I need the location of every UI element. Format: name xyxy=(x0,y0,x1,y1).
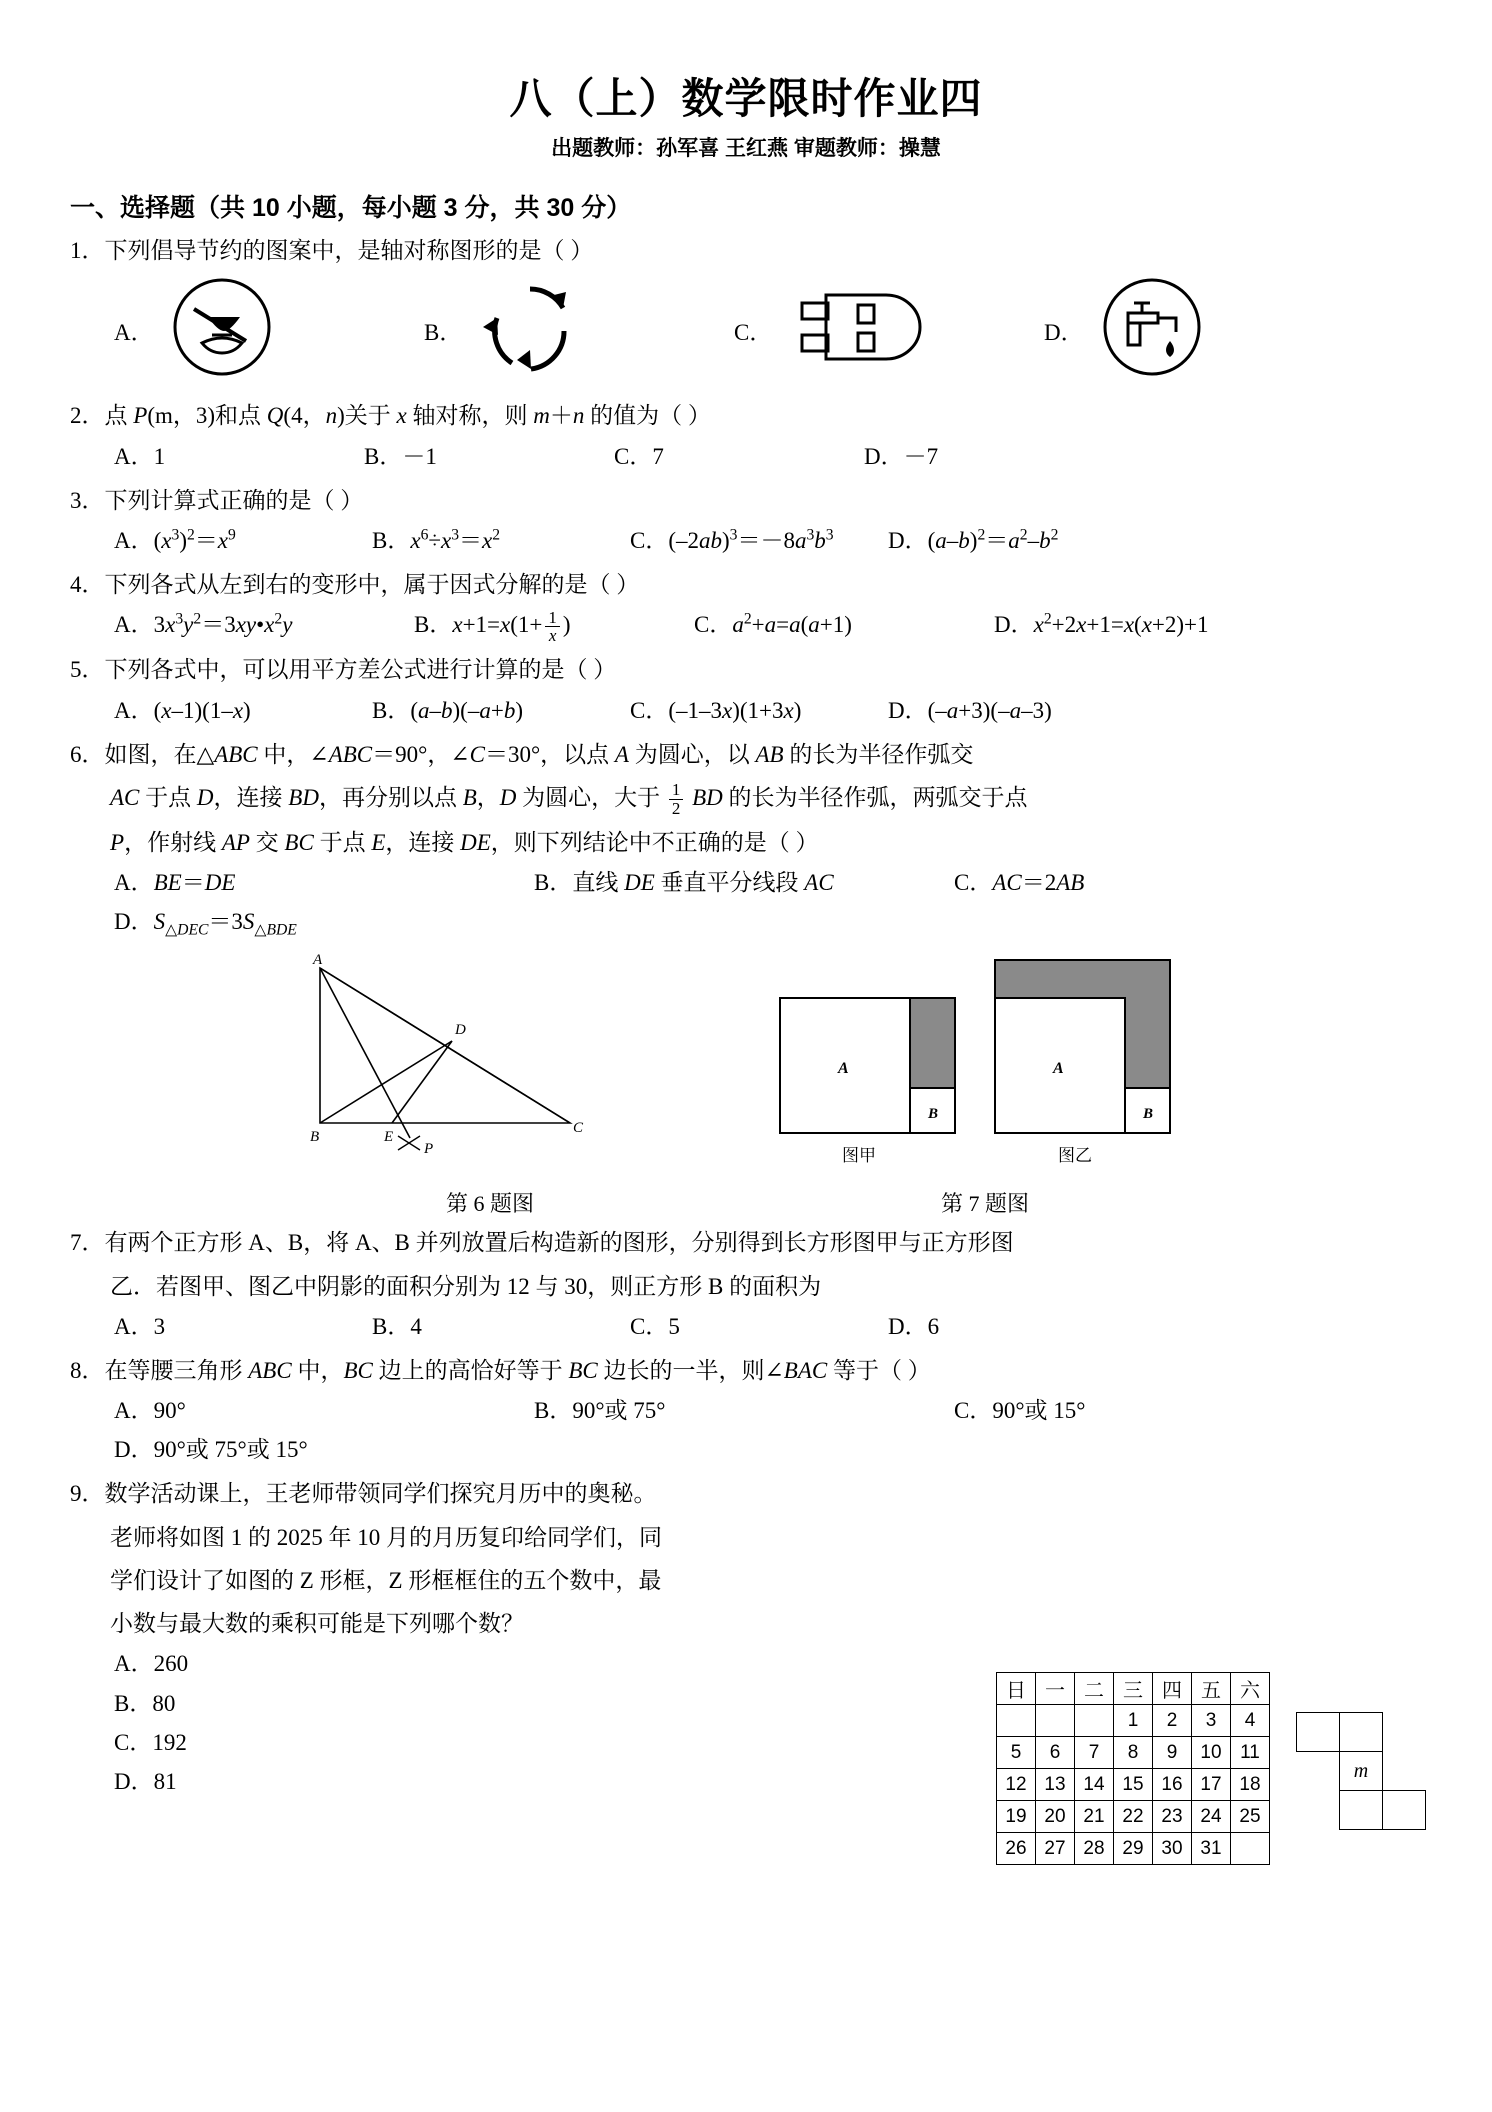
weekday-5: 五 xyxy=(1192,1673,1231,1705)
option-a-label: A． xyxy=(114,319,154,345)
svg-text:E: E xyxy=(384,1129,394,1146)
calendar-cell: 14 xyxy=(1075,1769,1114,1801)
question-3-stem: 下列计算式正确的是（ ） xyxy=(104,487,364,513)
figure-6 xyxy=(280,948,700,1218)
weekday-0: 日 xyxy=(997,1673,1036,1705)
figure-7 xyxy=(770,948,1200,1218)
option-b[interactable]: B．4 xyxy=(372,1313,422,1339)
option-d[interactable] xyxy=(1044,273,1354,387)
calendar-cell: 22 xyxy=(1114,1801,1153,1833)
calendar-row xyxy=(997,1833,1270,1865)
option-c[interactable]: C．AC＝2AB xyxy=(954,870,1085,896)
calendar-cell: 3 xyxy=(1192,1705,1231,1737)
option-d[interactable]: D．90°或 75°或 15° xyxy=(114,1437,308,1463)
question-2-number: 2． xyxy=(70,403,105,429)
calendar-cell: 26 xyxy=(997,1833,1036,1865)
option-d[interactable]: D．$(a-b)^2=a^2-b^2$ xyxy=(888,526,1059,553)
calendar-cell: 21 xyxy=(1075,1801,1114,1833)
option-a[interactable]: A．90° xyxy=(114,1398,186,1424)
save-water-pour-icon xyxy=(168,273,276,387)
calendar-cell: 30 xyxy=(1153,1833,1192,1865)
question-6-number: 6． xyxy=(70,741,105,767)
svg-text:B: B xyxy=(1143,1106,1154,1123)
question-6: 6．如图，在△ABC 中，∠ABC＝90°，∠C＝30°，以点 A 为圆心，以 AB 的长为半径作弧交 xyxy=(70,741,974,767)
question-5-number: 5． xyxy=(70,657,105,683)
z-frame-cell xyxy=(1340,1713,1383,1752)
option-b[interactable]: B．x+1=x(1+ $\frac{1}{x}$ ) xyxy=(414,607,571,646)
calendar-cell: 18 xyxy=(1231,1769,1270,1801)
page-title: 八（上）数学限时作业四 xyxy=(509,75,983,122)
question-5 xyxy=(70,651,1422,688)
question-5-stem: 下列各式中，可以用平方差公式进行计算的是（ ） xyxy=(104,657,617,683)
option-a[interactable]: A．260 xyxy=(114,1651,189,1677)
calendar-cell: 11 xyxy=(1231,1737,1270,1769)
option-a[interactable]: A．(x–1)(1–x) xyxy=(114,697,251,723)
figure-7-drawing xyxy=(770,948,1190,1178)
calendar-cell: 9 xyxy=(1153,1737,1192,1769)
question-4-number: 4． xyxy=(70,571,105,597)
z-frame-cell-empty xyxy=(1297,1752,1340,1791)
power-plug-icon xyxy=(786,277,936,383)
weekday-6: 六 xyxy=(1231,1673,1270,1705)
question-4-stem: 下列各式从左到右的变形中，属于因式分解的是（ ） xyxy=(104,571,640,597)
option-a[interactable]: A．1 xyxy=(114,443,166,469)
option-c[interactable]: C．(–1–3x)(1+3x) xyxy=(630,697,802,723)
option-b[interactable]: B．$x^6\div x^3=x^2$ xyxy=(372,526,501,553)
figure-6-drawing xyxy=(280,948,680,1178)
question-3-number: 3． xyxy=(70,487,105,513)
calendar-cell: 8 xyxy=(1114,1737,1153,1769)
option-a[interactable]: A．$(x^3)^2=x^9$ xyxy=(114,526,236,553)
calendar-cell: 12 xyxy=(997,1769,1036,1801)
question-7-options xyxy=(114,1307,1422,1346)
question-9-figure xyxy=(996,1672,1426,1865)
page-subtitle: 出题教师：孙军喜 王红燕 审题教师：操慧 xyxy=(551,137,941,160)
svg-text:P: P xyxy=(424,1141,434,1158)
calendar-cell: 17 xyxy=(1192,1769,1231,1801)
option-c[interactable]: C．$(-2ab)^3=-8a^3b^3$ xyxy=(630,526,834,553)
calendar-cell: 2 xyxy=(1153,1705,1192,1737)
calendar-row xyxy=(997,1769,1270,1801)
question-1-options xyxy=(114,273,1422,387)
calendar-cell xyxy=(1075,1705,1114,1737)
z-frame-cell-empty xyxy=(1383,1752,1426,1791)
water-tap-icon xyxy=(1098,273,1206,387)
z-frame-cell-empty xyxy=(1383,1713,1426,1752)
svg-text:A: A xyxy=(313,952,323,969)
option-d-label: D． xyxy=(1044,319,1084,345)
calendar-cell: 31 xyxy=(1192,1833,1231,1865)
question-9-line1: 数学活动课上，王老师带领同学们探究月历中的奥秘。 xyxy=(104,1481,657,1507)
svg-text:图乙: 图乙 xyxy=(1058,1146,1092,1166)
calendar-cell: 5 xyxy=(997,1737,1036,1769)
z-frame-figure xyxy=(1296,1712,1426,1830)
z-frame-row xyxy=(1297,1752,1426,1791)
option-a[interactable] xyxy=(114,273,424,387)
option-a[interactable]: A．3 xyxy=(114,1313,166,1339)
calendar-table xyxy=(996,1672,1270,1865)
svg-text:B: B xyxy=(928,1106,939,1123)
calendar-row xyxy=(997,1801,1270,1833)
z-frame-cell xyxy=(1297,1713,1340,1752)
question-7-number: 7． xyxy=(70,1230,105,1256)
option-c[interactable]: C．5 xyxy=(630,1313,680,1339)
option-a[interactable]: A．BE＝DE xyxy=(114,870,236,896)
option-d[interactable]: D．81 xyxy=(114,1768,177,1794)
option-d[interactable]: D．$S_{\triangle DEC}=3S_{\triangle BDE}$ xyxy=(114,909,297,939)
option-b[interactable]: B．90°或 75° xyxy=(534,1398,666,1424)
question-3 xyxy=(70,482,1422,519)
z-frame-cell-m: m xyxy=(1340,1752,1383,1791)
question-2-options xyxy=(114,437,1422,476)
question-6-line3: P，作射线 AP 交 BC 于点 E，连接 DE，则下列结论中不正确的是（ ） xyxy=(110,829,819,855)
calendar-cell: 13 xyxy=(1036,1769,1075,1801)
weekday-3: 三 xyxy=(1114,1673,1153,1705)
question-4 xyxy=(70,566,1422,603)
svg-text:A: A xyxy=(838,1060,849,1078)
calendar-header-row xyxy=(997,1673,1270,1705)
svg-text:B: B xyxy=(310,1129,320,1146)
question-5-options xyxy=(114,691,1422,730)
option-c-label: C． xyxy=(734,319,773,345)
option-d[interactable]: D．－7 xyxy=(864,443,939,469)
calendar-cell: 20 xyxy=(1036,1801,1075,1833)
z-frame-row xyxy=(1297,1713,1426,1752)
calendar-cell: 7 xyxy=(1075,1737,1114,1769)
calendar-cell: 10 xyxy=(1192,1737,1231,1769)
option-b-label: B． xyxy=(424,319,463,345)
question-1 xyxy=(70,232,1422,269)
question-8-options xyxy=(114,1391,1422,1469)
question-6-line2: AC 于点 D，连接 BD，再分别以点 B，D 为圆心，大于 $\frac{1}{2}$ BD 的长为半径作弧，两弧交于点 xyxy=(110,780,1028,819)
calendar-cell: 4 xyxy=(1231,1705,1270,1737)
option-b[interactable]: B．(a–b)(–a+b) xyxy=(372,697,523,723)
question-9-line2: 老师将如图 1 的 2025 年 10 月的月历复印给同学们，同 xyxy=(110,1524,662,1550)
option-d[interactable]: D．6 xyxy=(888,1313,940,1339)
calendar-cell: 23 xyxy=(1153,1801,1192,1833)
option-c[interactable]: C．7 xyxy=(614,443,664,469)
option-d[interactable]: D．(–a+3)(–a–3) xyxy=(888,697,1052,723)
weekday-4: 四 xyxy=(1153,1673,1192,1705)
question-1-stem: 下列倡导节约的图案中，是轴对称图形的是（ ） xyxy=(104,238,594,263)
question-1-number: 1． xyxy=(70,238,105,263)
calendar-cell xyxy=(997,1705,1036,1737)
option-c[interactable] xyxy=(734,277,1044,383)
calendar-cell: 25 xyxy=(1231,1801,1270,1833)
z-frame-row xyxy=(1297,1791,1426,1830)
question-2: 2．点 P(m，3)和点 Q(4，n)关于 x 轴对称，则 m＋n 的值为（ ） xyxy=(70,403,711,429)
question-7-line2: 乙．若图甲、图乙中阴影的面积分别为 12 与 30，则正方形 B 的面积为 xyxy=(110,1273,822,1299)
option-b[interactable]: B．直线 DE 垂直平分线段 AC xyxy=(534,870,834,896)
question-9-options xyxy=(114,1644,830,1800)
recycle-arrows-icon xyxy=(476,273,584,387)
option-d[interactable]: D．$x^2+2x+1=x(x+2)+1$ xyxy=(994,610,1209,638)
option-c[interactable]: C．$a^2+a=a(a+1)$ xyxy=(694,610,852,638)
section-heading-choice: 一、选择题（共 10 小题，每小题 3 分，共 30 分） xyxy=(70,194,632,222)
z-frame-cell xyxy=(1383,1791,1426,1830)
calendar-cell: 15 xyxy=(1114,1769,1153,1801)
calendar-row xyxy=(997,1705,1270,1737)
option-b[interactable]: B．－1 xyxy=(364,443,437,469)
option-b[interactable] xyxy=(424,273,734,387)
svg-text:D: D xyxy=(455,1022,466,1039)
question-6-options xyxy=(114,863,1422,944)
calendar-cell: 29 xyxy=(1114,1833,1153,1865)
calendar-cell: 6 xyxy=(1036,1737,1075,1769)
calendar-cell: 24 xyxy=(1192,1801,1231,1833)
figures-row xyxy=(70,948,1422,1218)
calendar-cell: 27 xyxy=(1036,1833,1075,1865)
calendar-row xyxy=(997,1737,1270,1769)
option-b[interactable]: B．80 xyxy=(114,1690,176,1716)
question-7 xyxy=(70,1224,1422,1261)
option-c[interactable]: C．90°或 15° xyxy=(954,1398,1086,1424)
figure-6-caption: 第 6 题图 xyxy=(445,1191,534,1217)
question-8: 8．在等腰三角形 ABC 中，BC 边上的高恰好等于 BC 边长的一半，则∠BAC 等于（ ） xyxy=(70,1358,931,1384)
question-4-options xyxy=(114,605,1422,645)
question-9-line4: 小数与最大数的乘积可能是下列哪个数？ xyxy=(110,1611,524,1637)
svg-text:C: C xyxy=(573,1120,584,1137)
svg-text:A: A xyxy=(1053,1060,1064,1078)
z-frame-cell-empty xyxy=(1297,1791,1340,1830)
question-9-number: 9． xyxy=(70,1481,105,1507)
weekday-2: 二 xyxy=(1075,1673,1114,1705)
calendar-cell xyxy=(1231,1833,1270,1865)
question-3-options xyxy=(114,521,1422,560)
z-frame-cell xyxy=(1340,1791,1383,1830)
calendar-cell: 16 xyxy=(1153,1769,1192,1801)
question-7-line1: 有两个正方形 A、B，将 A、B 并列放置后构造新的图形，分别得到长方形图甲与正方形图 xyxy=(104,1230,1014,1256)
question-8-number: 8． xyxy=(70,1358,105,1384)
option-a[interactable]: A．$3x^3y^2=3xy•x^2y$ xyxy=(114,610,293,638)
question-9 xyxy=(70,1475,830,1800)
weekday-1: 一 xyxy=(1036,1673,1075,1705)
calendar-cell: 19 xyxy=(997,1801,1036,1833)
calendar-cell xyxy=(1036,1705,1075,1737)
option-c[interactable]: C．192 xyxy=(114,1729,187,1755)
svg-text:图甲: 图甲 xyxy=(842,1146,876,1166)
figure-7-caption: 第 7 题图 xyxy=(940,1191,1029,1217)
calendar-cell: 1 xyxy=(1114,1705,1153,1737)
question-9-line3: 学们设计了如图的 Z 形框，Z 形框框住的五个数中，最 xyxy=(110,1567,662,1593)
z-frame-table xyxy=(1296,1712,1426,1830)
calendar-cell: 28 xyxy=(1075,1833,1114,1865)
